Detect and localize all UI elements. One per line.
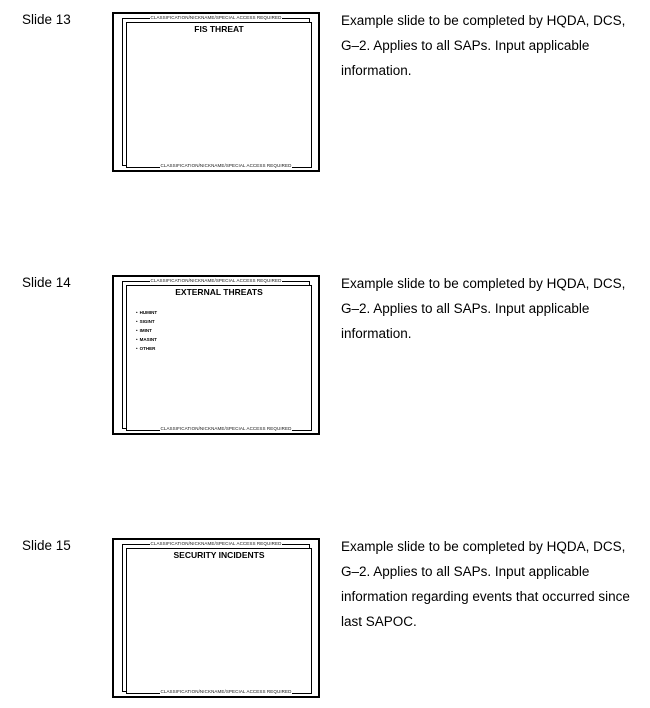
threat-bullet-list	[136, 308, 157, 353]
slide-row-15	[0, 538, 650, 708]
classification-marking-top: CLASSIFICATION/NICKNAME/SPECIAL ACCESS REQUIRED	[150, 541, 282, 546]
slide-title: SECURITY INCIDENTS	[173, 550, 265, 560]
classification-marking-top: CLASSIFICATION/NICKNAME/SPECIAL ACCESS REQUIRED	[150, 15, 282, 20]
classification-marking-bottom: CLASSIFICATION/NICKNAME/SPECIAL ACCESS REQUIRED	[160, 426, 292, 431]
bullet-item: • SIGINT	[136, 317, 157, 326]
slide-frame-front	[126, 285, 312, 431]
classification-marking-bottom: CLASSIFICATION/NICKNAME/SPECIAL ACCESS REQUIRED	[160, 689, 292, 694]
classification-marking-bottom: CLASSIFICATION/NICKNAME/SPECIAL ACCESS REQUIRED	[160, 163, 292, 168]
slide-description: Example slide to be completed by HQDA, DCS, G–2. Applies to all SAPs. Input applicable information regarding events that occurred since last SAPOC.	[341, 539, 630, 629]
bullet-item: • HUMINT	[136, 308, 157, 317]
slide-label: Slide 15	[22, 538, 71, 553]
slide-description: Example slide to be completed by HQDA, DCS, G–2. Applies to all SAPs. Input applicable information.	[341, 276, 626, 341]
slide-title: EXTERNAL THREATS	[175, 287, 263, 297]
slide-thumbnail	[112, 12, 320, 172]
slide-label: Slide 14	[22, 275, 71, 290]
slide-frame-front	[126, 548, 312, 694]
slide-row-13	[0, 12, 650, 182]
slide-title: FIS THREAT	[194, 24, 244, 34]
slide-thumbnail	[112, 275, 320, 435]
slide-thumbnail	[112, 538, 320, 698]
classification-marking-top: CLASSIFICATION/NICKNAME/SPECIAL ACCESS REQUIRED	[150, 278, 282, 283]
slide-description: Example slide to be completed by HQDA, DCS, G–2. Applies to all SAPs. Input applicable information.	[341, 13, 626, 78]
slide-label: Slide 13	[22, 12, 71, 27]
bullet-item: • OTHER	[136, 344, 157, 353]
bullet-item: • MASINT	[136, 335, 157, 344]
slide-frame-front	[126, 22, 312, 168]
bullet-item: • IMINT	[136, 326, 157, 335]
slide-row-14	[0, 275, 650, 445]
